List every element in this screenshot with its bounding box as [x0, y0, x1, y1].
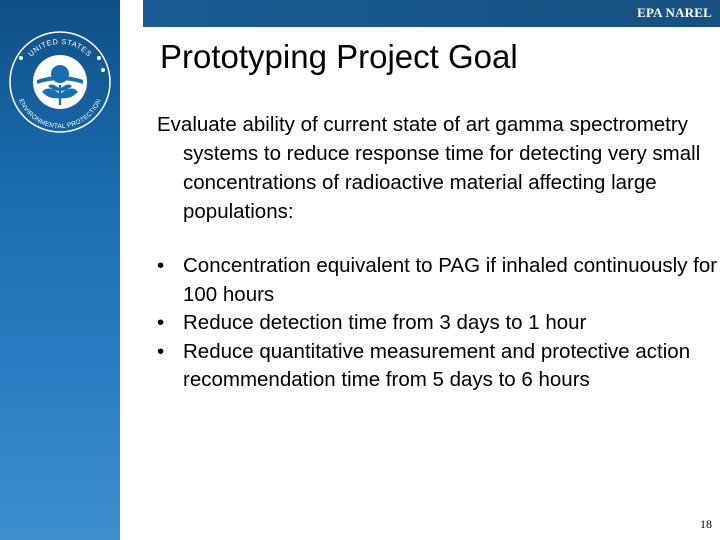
bullet-text: Reduce quantitative measurement and protective action recommendation time from 5 days to 6 hours	[183, 339, 691, 391]
bullet-list	[157, 252, 719, 395]
page-number: 18	[700, 517, 712, 531]
left-sidebar	[0, 0, 120, 540]
header-label: EPA NAREL	[637, 5, 712, 20]
epa-seal-logo	[6, 28, 114, 136]
bullet-icon: •	[157, 339, 165, 363]
bullet-text: Concentration equivalent to PAG if inhaled continuously for 100 hours	[183, 254, 718, 306]
bullet-icon: •	[157, 311, 165, 334]
bullet-item	[157, 309, 719, 338]
header-bar	[143, 0, 720, 27]
bullet-icon: •	[157, 254, 165, 277]
bullet-item	[157, 252, 719, 309]
bullet-item	[157, 338, 719, 395]
intro-paragraph: Evaluate ability of current state of art gamma spectrometry systems to reduce response time for detecting very small concentrations of radioactive material affecting large populations:	[157, 113, 701, 223]
svg-text:ENVIRONMENTAL PROTECTION: ENVIRONMENTAL PROTECTION	[17, 97, 103, 131]
bullet-text: Reduce detection time from 3 days to 1 hour	[183, 311, 587, 334]
svg-text:UNITED STATES: UNITED STATES	[26, 36, 94, 59]
slide-title: Prototyping Project Goal	[160, 38, 518, 75]
